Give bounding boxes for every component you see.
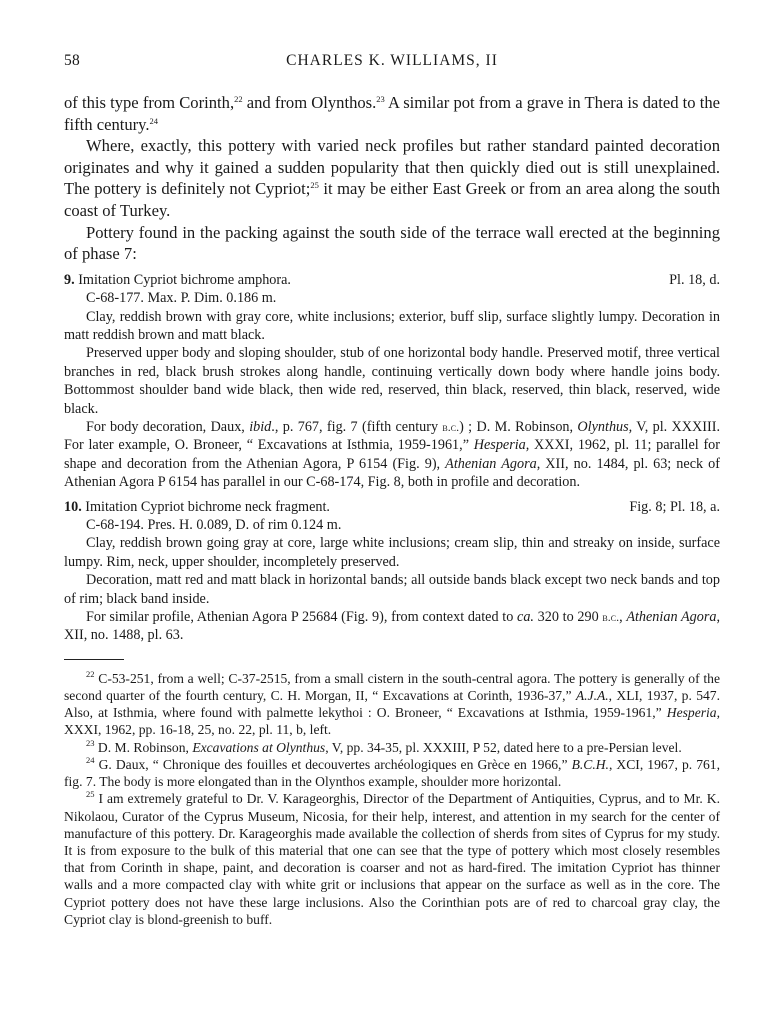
catalogue bbox=[64, 271, 720, 645]
footnote-25 bbox=[64, 790, 720, 928]
running-title: CHARLES K. WILLIAMS, II bbox=[286, 52, 498, 69]
bibliography bbox=[64, 418, 720, 492]
text-span: of this type from Corinth, bbox=[64, 93, 235, 112]
entry-header bbox=[64, 271, 720, 289]
entry-title: Imitation Cypriot bichrome neck fragment. bbox=[81, 498, 330, 515]
text-span: I am extremely grateful to Dr. V. Karageorghis, Director of the Department of Antiquities, Cyprus, and to Mr. K. Nikolaou, Curator of the Cyprus Museum, Nicosia, for their help, interest, and attention in my search for the center of manufacture of this pottery. Dr. Karageorghis made available the collection of sherds from sites of Cyprus for my study. It is from exposure to the bulk of this material that one can see that the type of pottery which most closely resembles that from Corinth in shape, paint, and decoration is coarser and not as hard-fired. The imitation Cypriot has thinner walls and a more compacted clay with white grit or inclusions that appear on the surface as well as in the core. The Cypriot pottery does not have these large inclusions. Also the Corinthian pots are of red to charcoal gray clay, the Cypriot clay is blond-greenish to buff. bbox=[64, 791, 720, 927]
text-span: , XII, no. 1488, pl. 63. bbox=[64, 609, 720, 644]
bibliography bbox=[64, 608, 720, 645]
running-header bbox=[64, 52, 720, 74]
italic-span: Olynthus, bbox=[577, 419, 633, 435]
main-text bbox=[64, 92, 720, 265]
footnote-number: 23 bbox=[86, 737, 95, 748]
footnote-number: 25 bbox=[86, 789, 95, 800]
entry-title: Imitation Cypriot bichrome amphora. bbox=[74, 271, 291, 288]
text-span: For similar profile, Athenian Agora P 25684 (Fig. 9), from context dated to bbox=[86, 609, 518, 626]
inventory-line: C-68-177. Max. P. Dim. 0.186 m. bbox=[86, 290, 277, 307]
entry-number: 9. bbox=[64, 271, 75, 288]
text-span: ., p. 767, fig. 7 (fifth century bbox=[271, 419, 443, 435]
text-span: Where, exactly, this pottery with varied neck profiles but rather standard painted decoration originates and why it gained a sudden popularity that then quickly died out is still unexplained. The pottery is definitely not Cypriot; bbox=[64, 136, 720, 199]
text-span: A similar pot from a grave in Thera is dated to the fifth century. bbox=[64, 93, 720, 134]
text-span: XXXI, 1962, pl. 11; parallel for shape and decoration from the Athenian Agora, P 6154 (Fig. 9), bbox=[64, 437, 720, 472]
text-span: D. M. Robinson, bbox=[94, 739, 193, 755]
entry-number: 10. bbox=[64, 498, 82, 515]
catalogue-entry-9 bbox=[64, 271, 720, 492]
text-span: , XLI, 1937, p. 547. Also, at Isthmia, where found with palmette lekythoi : O. Broneer, “ Excavations at Isthmia, 1959-1961,” bbox=[64, 688, 720, 721]
decoration-description: Decoration, matt red and matt black in horizontal bands; all outside bands black except two neck bands and top of rim; black band inside. bbox=[64, 572, 720, 607]
text-span: For body decoration, Daux, bbox=[86, 419, 250, 435]
italic-span: ibid bbox=[249, 419, 272, 435]
small-caps-span: b.c. bbox=[602, 610, 620, 625]
plate-reference: Pl. 18, d. bbox=[669, 271, 720, 288]
inventory-line: C-68-194. Pres. H. 0.089, D. of rim 0.124 m. bbox=[86, 517, 342, 534]
page-number: 58 bbox=[64, 52, 81, 69]
italic-span: Athenian Agora bbox=[445, 455, 537, 472]
paragraph-3: Pottery found in the packing against the south side of the terrace wall erected at the beginning of phase 7: bbox=[64, 222, 720, 264]
preservation-description: Preserved upper body and sloping shoulder, stub of one horizontal body handle. Preserved motif, three vertical branches in red, black brush strokes along handle, continuing vertically down body where handle joins body. Bottommost shoulder band wide black, then wide red, reserved, thin black, reserved, thin black, reserved, wide black. bbox=[64, 345, 720, 417]
page bbox=[64, 52, 720, 928]
footnote-ref-22[interactable]: 22 bbox=[234, 94, 243, 104]
italic-span: ca. bbox=[517, 609, 534, 626]
footnotes bbox=[64, 670, 720, 928]
italic-span: A.J.A. bbox=[575, 688, 609, 704]
fabric-description: Clay, reddish brown going gray at core, large white inclusions; cream slip, thin and streaky on inside, surface lumpy. Rim, neck, upper shoulder, incompletely preserved. bbox=[64, 535, 720, 570]
italic-span: Excavations at Olynthus bbox=[192, 739, 326, 755]
footnote-divider bbox=[64, 659, 124, 660]
paragraph-1 bbox=[64, 92, 720, 135]
footnote-ref-23[interactable]: 23 bbox=[376, 94, 385, 104]
text-span: and from Olynthos. bbox=[242, 93, 377, 112]
fabric-description: Clay, reddish brown with gray core, white inclusions; exterior, buff slip, surface slightly lumpy. Decoration in matt reddish brown and matt black. bbox=[64, 308, 720, 343]
plate-reference: Fig. 8; Pl. 18, a. bbox=[629, 498, 720, 515]
paragraph-2 bbox=[64, 135, 720, 221]
text-span: 320 to 290 bbox=[533, 609, 603, 626]
text-span: , XXXI, 1962, pp. 16-18, 25, no. 22, pl. 11, b, left. bbox=[64, 705, 720, 738]
footnote-22 bbox=[64, 670, 720, 739]
catalogue-entry-10 bbox=[64, 498, 720, 645]
footnote-ref-25[interactable]: 25 bbox=[310, 180, 319, 191]
italic-span: Hesperia bbox=[666, 705, 717, 721]
text-span: V, pl. XXXIII. For later example, O. Broneer, “ Excavations at Isthmia, 1959-1961,” bbox=[64, 419, 721, 454]
italic-span: B.C.H. bbox=[571, 756, 609, 772]
footnote-number: 22 bbox=[86, 668, 95, 679]
small-caps-span: b.c. bbox=[442, 420, 460, 434]
footnote-24 bbox=[64, 756, 720, 790]
text-span: , V, pp. 34-35, pl. XXXIII, P 52, dated here to a pre-Persian level. bbox=[325, 739, 682, 755]
text-span: , XII, no. 1484, pl. 63; neck of Athenian Agora P 6154 has parallel in our C-68-174, Fig. 8, both in profile and decoration. bbox=[64, 455, 720, 491]
text-span: it may be either East Greek or from an area along the south coast of Turkey. bbox=[64, 179, 721, 220]
entry-header bbox=[64, 498, 720, 516]
footnote-number: 24 bbox=[86, 754, 95, 765]
text-span: C-53-251, from a well; C-37-2515, from a small cistern in the south-central agora. The pottery is generally of the second quarter of the fourth century, C. H. Morgan, II, “ Excavations at Corinth, 1936-37,” bbox=[64, 670, 720, 704]
text-span: , bbox=[619, 609, 627, 626]
italic-span: Hesperia, bbox=[473, 437, 530, 454]
footnote-ref-24[interactable]: 24 bbox=[149, 115, 159, 126]
text-span: G. Daux, “ Chronique des fouilles et decouvertes archéologiques en Grèce en 1966,” bbox=[94, 756, 572, 772]
text-span: ) ; D. M. Robinson, bbox=[459, 419, 578, 435]
footnote-23 bbox=[64, 739, 720, 756]
text-span: , XCI, 1967, p. 761, fig. 7. The body is more elongated than in the Olynthos example, shoulder more horizontal. bbox=[64, 756, 720, 790]
italic-span: Athenian Agora bbox=[626, 609, 717, 626]
